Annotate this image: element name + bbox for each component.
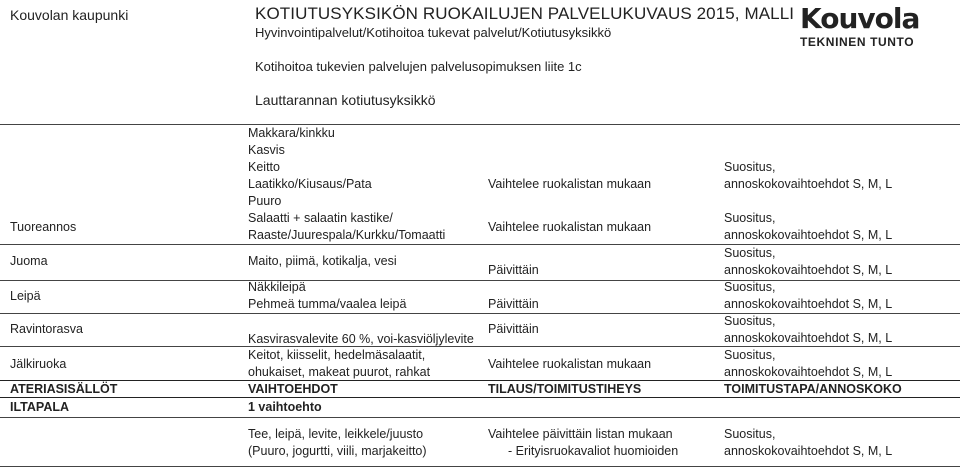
row-label: Leipä xyxy=(10,289,41,303)
column-header-options: VAIHTOEHDOT xyxy=(248,382,338,396)
grid-line xyxy=(0,124,960,125)
size-note: annoskokovaihtoehdot S, M, L xyxy=(724,331,893,345)
size-note: annoskokovaihtoehdot S, M, L xyxy=(724,365,893,379)
option-item: Raaste/Juurespala/Kurkku/Tomaatti xyxy=(248,228,446,242)
frequency: Päivittäin xyxy=(488,322,539,336)
size-note: Suositus, xyxy=(724,246,776,260)
option-item: Kasvis xyxy=(248,143,285,157)
grid-line xyxy=(0,280,960,281)
column-header-delivery: TOIMITUSTAPA/ANNOSKOKO xyxy=(724,382,902,396)
document-subtitle: Hyvinvointipalvelut/Kotihoitoa tukevat palvelut/Kotiutusyksikkö xyxy=(255,25,612,40)
option-item: Laatikko/Kiusaus/Pata xyxy=(248,177,372,191)
size-note: annoskokovaihtoehdot S, M, L xyxy=(724,263,893,277)
unit-name: Lauttarannan kotiutusyksikkö xyxy=(255,92,436,108)
size-note: annoskokovaihtoehdot S, M, L xyxy=(724,444,893,458)
frequency: Vaihtelee ruokalistan mukaan xyxy=(488,177,652,191)
size-note: annoskokovaihtoehdot S, M, L xyxy=(724,177,893,191)
choice-count: 1 vaihtoehto xyxy=(248,400,322,414)
row-label: Juoma xyxy=(10,254,48,268)
option-item: ohukaiset, makeat puurot, rahkat xyxy=(248,365,431,379)
kouvola-logo xyxy=(800,2,950,52)
size-note: Suositus, xyxy=(724,211,776,225)
row-label: Ravintorasva xyxy=(10,322,83,336)
organization-name: Kouvolan kaupunki xyxy=(10,7,129,23)
option-item: Näkkileipä xyxy=(248,280,306,294)
grid-line xyxy=(0,466,960,467)
option-item: Puuro xyxy=(248,194,282,208)
size-note: annoskokovaihtoehdot S, M, L xyxy=(724,228,893,242)
frequency: Vaihtelee ruokalistan mukaan xyxy=(488,357,652,371)
column-header-content: ATERIASISÄLLÖT xyxy=(10,382,118,396)
option-item: Maito, piimä, kotikalja, vesi xyxy=(248,254,397,268)
option-item: Keitto xyxy=(248,160,280,174)
size-note: Suositus, xyxy=(724,280,776,294)
document-title: KOTIUTUSYKSIKÖN RUOKAILUJEN PALVELUKUVAUS 2015, MALLI xyxy=(255,4,795,23)
frequency-note: - Erityisruokavaliot huomioiden xyxy=(508,444,679,458)
row-label: Jälkiruoka xyxy=(10,357,67,371)
size-note: Suositus, xyxy=(724,314,776,328)
frequency: Vaihtelee ruokalistan mukaan xyxy=(488,220,652,234)
option-item: (Puuro, jogurtti, viili, marjakeitto) xyxy=(248,444,427,458)
appendix-note: Kotihoitoa tukevien palvelujen palvelusopimuksen liite 1c xyxy=(255,59,582,74)
size-note: Suositus, xyxy=(724,348,776,362)
grid-line xyxy=(0,417,960,418)
option-item: Salaatti + salaatin kastike/ xyxy=(248,211,393,225)
column-header-frequency: TILAUS/TOIMITUSTIHEYS xyxy=(488,382,642,396)
document-header xyxy=(0,0,960,120)
frequency: Vaihtelee päivittäin listan mukaan xyxy=(488,427,673,441)
size-note: Suositus, xyxy=(724,427,776,441)
option-item: Pehmeä tumma/vaalea leipä xyxy=(248,297,407,311)
grid-line xyxy=(0,244,960,245)
row-label: ILTAPALA xyxy=(10,400,70,414)
option-item: Makkara/kinkku xyxy=(248,126,335,140)
size-note: Suositus, xyxy=(724,160,776,174)
frequency: Päivittäin xyxy=(488,297,539,311)
option-item: Kasvirasvalevite 60 %, voi-kasviöljylevite xyxy=(248,332,474,346)
grid-line xyxy=(0,313,960,314)
size-note: annoskokovaihtoehdot S, M, L xyxy=(724,297,893,311)
frequency: Päivittäin xyxy=(488,263,539,277)
row-label: Tuoreannos xyxy=(10,220,77,234)
option-item: Keitot, kiisselit, hedelmäsalaatit, xyxy=(248,348,426,362)
logo-wordmark: Kouvola xyxy=(800,2,920,35)
option-item: Tee, leipä, levite, leikkele/juusto xyxy=(248,427,424,441)
logo-tagline: TEKNINEN TUNTO xyxy=(800,35,915,49)
